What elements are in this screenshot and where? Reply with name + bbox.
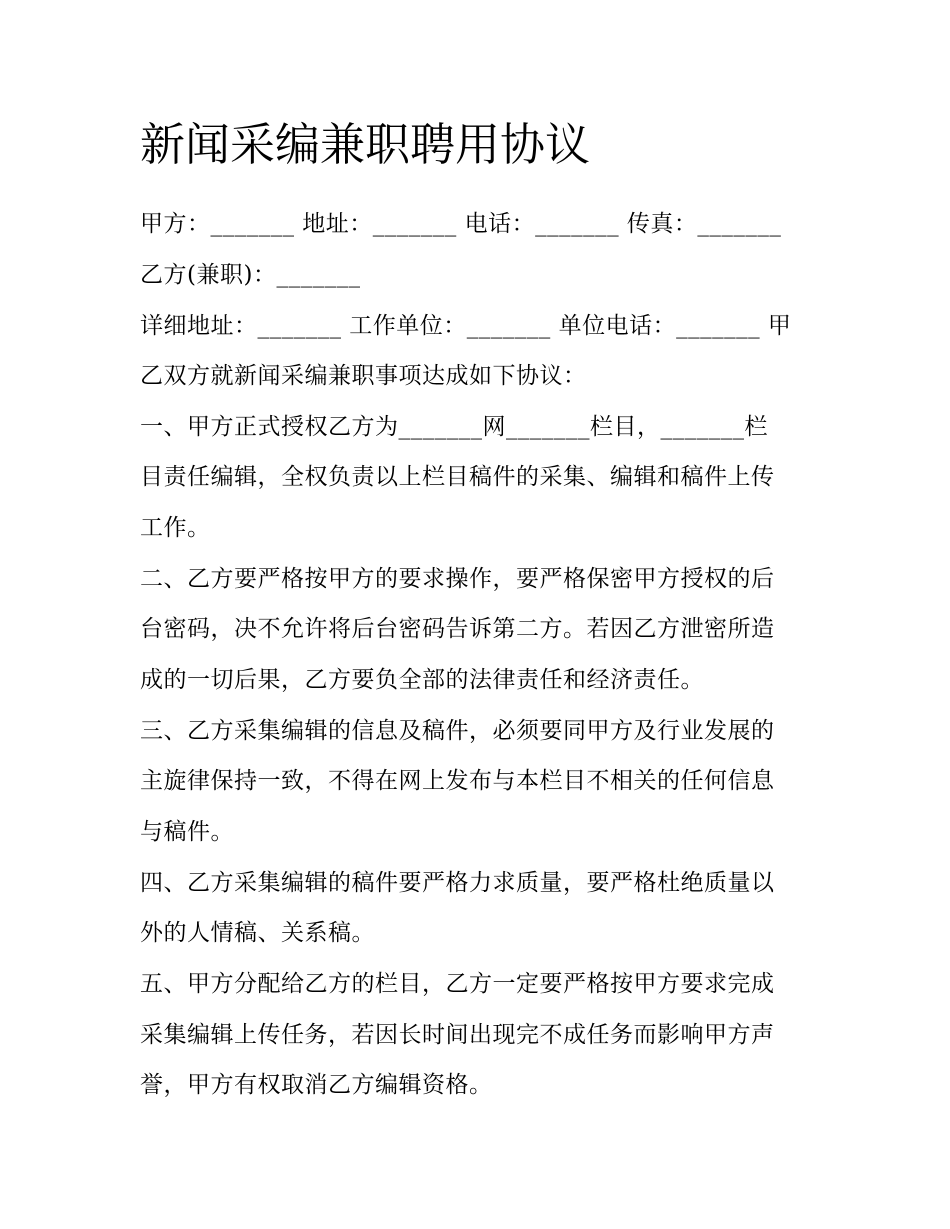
clause-3-line-1: 三、乙方采集编辑的信息及稿件，必须要同甲方及行业发展的 xyxy=(140,718,775,744)
clause-2-line-3: 成的一切后果，乙方要负全部的法律责任和经济责任。 xyxy=(140,667,704,693)
clause-3-line-3: 与稿件。 xyxy=(140,819,234,845)
clause-2-line-1: 二、乙方要严格按甲方的要求操作，要严格保密甲方授权的后 xyxy=(140,566,775,592)
clause-1-line-3: 工作。 xyxy=(140,515,211,541)
clause-2-line-2: 台密码，决不允许将后台密码告诉第二方。若因乙方泄密所造 xyxy=(140,616,775,642)
party-a-info-line: 甲方：_______ 地址：_______ 电话：_______ 传真：_______ xyxy=(140,211,782,237)
clause-5-line-1: 五、甲方分配给乙方的栏目，乙方一定要严格按甲方要求完成 xyxy=(140,971,775,997)
address-info-line: 详细地址：_______ 工作单位：_______ 单位电话：_______ 甲 xyxy=(140,313,792,339)
clause-4-line-2: 外的人情稿、关系稿。 xyxy=(140,920,375,946)
agreement-intro-line: 乙双方就新闻采编兼职事项达成如下协议： xyxy=(140,363,587,389)
party-b-info-line: 乙方(兼职)：_______ xyxy=(140,262,361,288)
clause-4-line-1: 四、乙方采集编辑的稿件要严格力求质量，要严格杜绝质量以 xyxy=(140,870,775,896)
clause-5-line-2: 采集编辑上传任务，若因长时间出现完不成任务而影响甲方声 xyxy=(140,1022,775,1048)
clause-5-line-3: 誉，甲方有权取消乙方编辑资格。 xyxy=(140,1072,493,1098)
document-title: 新闻采编兼职聘用协议 xyxy=(140,118,591,171)
clause-1-line-2: 目责任编辑，全权负责以上栏目稿件的采集、编辑和稿件上传 xyxy=(140,464,775,490)
clause-3-line-2: 主旋律保持一致，不得在网上发布与本栏目不相关的任何信息 xyxy=(140,768,775,794)
clause-1-line-1: 一、甲方正式授权乙方为_______网_______栏目，_______栏 xyxy=(140,414,768,440)
